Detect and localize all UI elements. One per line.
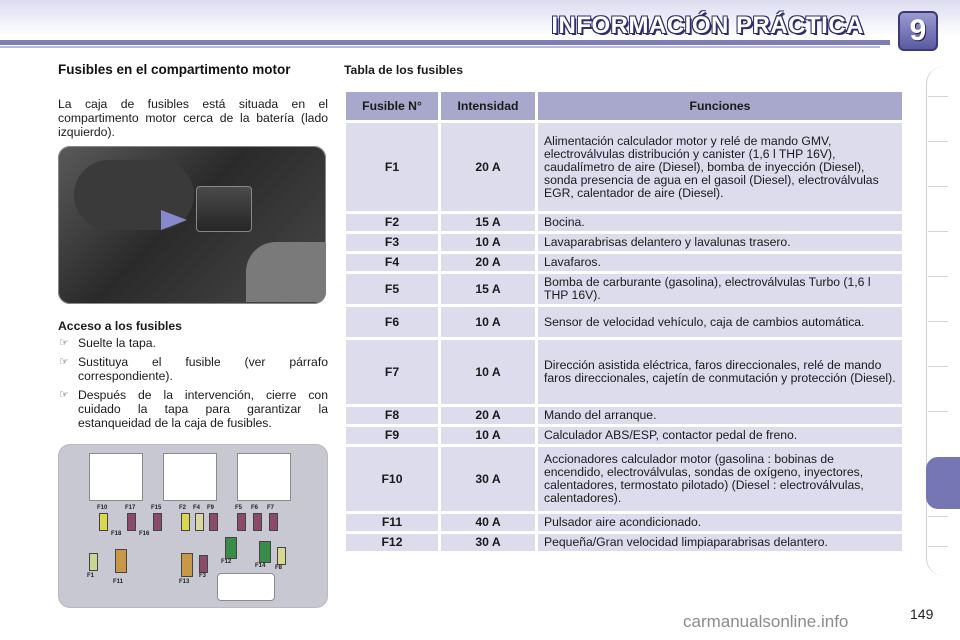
- table-row: [346, 427, 902, 444]
- fuse-function: Pulsador aire acondicionado.: [538, 514, 902, 531]
- column-header: Fusible N°: [346, 92, 438, 120]
- fuse-amperage: 10 A: [441, 427, 535, 444]
- fuse-amperage: 20 A: [441, 407, 535, 424]
- fuse-amperage: 30 A: [441, 534, 535, 551]
- fuse-function: Sensor de velocidad vehículo, caja de cambios automática.: [538, 307, 902, 337]
- fuse-amperage: 15 A: [441, 274, 535, 304]
- table-row: [346, 534, 902, 551]
- fuse-function: Mando del arranque.: [538, 407, 902, 424]
- table-row: [346, 214, 902, 231]
- table-row: [346, 234, 902, 251]
- fuse-label: F2: [179, 505, 187, 511]
- fuse-label: F17: [125, 505, 136, 511]
- header-band-thin: [0, 46, 880, 48]
- access-heading: Acceso a los fusibles: [58, 319, 182, 333]
- column-header: Funciones: [538, 92, 902, 120]
- fuse-slot: [209, 513, 218, 531]
- chapter-tab[interactable]: [928, 96, 948, 97]
- chapter-tab[interactable]: [928, 366, 948, 367]
- steps-list: [58, 336, 328, 435]
- fuse-slot: [115, 549, 127, 573]
- fuse-box-cover: [196, 186, 252, 232]
- fuse-slot: [269, 513, 278, 531]
- fuse-amperage: 15 A: [441, 214, 535, 231]
- section-title: Fusibles en el compartimento motor: [58, 62, 291, 77]
- fuse-amperage: 30 A: [441, 447, 535, 511]
- table-row: [346, 123, 902, 211]
- fuse-label: F12: [221, 559, 232, 565]
- step-text: Sustituya el fusible (ver párrafo correspondiente).: [78, 355, 328, 383]
- table-row: [346, 274, 902, 304]
- chapter-tab[interactable]: [928, 411, 948, 412]
- fuse-function: Calculador ABS/ESP, contactor pedal de freno.: [538, 427, 902, 444]
- relay-cover: [163, 453, 217, 501]
- table-row: [346, 340, 902, 404]
- fuse-function: Bomba de carburante (gasolina), electroválvulas Turbo (1,6 l THP 16V).: [538, 274, 902, 304]
- fuse-table: [343, 89, 905, 554]
- fuse-label: F8: [275, 565, 283, 571]
- connector-box: [217, 573, 275, 601]
- fuse-id: F8: [346, 407, 438, 424]
- step-text: Suelte la tapa.: [78, 336, 156, 350]
- fuse-label: F6: [251, 505, 259, 511]
- step-text: Después de la intervención, cierre con cuidado la tapa para garantizar la estanqueidad de la caja de fusibles.: [78, 388, 328, 430]
- fuse-label: F3: [199, 573, 207, 579]
- fuse-id: F4: [346, 254, 438, 271]
- fuse-amperage: 40 A: [441, 514, 535, 531]
- table-row: [346, 407, 902, 424]
- engine-compartment-photo: [58, 146, 326, 304]
- list-item: [58, 388, 328, 430]
- table-header-row: [346, 92, 902, 120]
- table-caption: Tabla de los fusibles: [344, 63, 463, 77]
- list-item: [58, 336, 328, 350]
- fuse-id: F12: [346, 534, 438, 551]
- fuse-label: F16: [139, 531, 150, 537]
- fuse-id: F11: [346, 514, 438, 531]
- chapter-tab-active[interactable]: [926, 457, 960, 509]
- fuse-id: F7: [346, 340, 438, 404]
- fuse-amperage: 10 A: [441, 340, 535, 404]
- fuse-slot: [181, 553, 193, 577]
- fuse-id: F3: [346, 234, 438, 251]
- fuse-label: F5: [235, 505, 243, 511]
- fuse-amperage: 20 A: [441, 123, 535, 211]
- fuse-amperage: 10 A: [441, 234, 535, 251]
- pointing-hand-icon: ☞: [59, 337, 69, 349]
- table-row: [346, 447, 902, 511]
- fuse-label: F14: [255, 563, 266, 569]
- table-row: [346, 254, 902, 271]
- fuse-function: Lavafaros.: [538, 254, 902, 271]
- fuse-amperage: 20 A: [441, 254, 535, 271]
- fuse-slot: [253, 513, 262, 531]
- fuse-amperage: 10 A: [441, 307, 535, 337]
- fuse-function: Pequeña/Gran velocidad limpiaparabrisas delantero.: [538, 534, 902, 551]
- fuse-slot: [277, 547, 286, 565]
- chapter-tab[interactable]: [928, 186, 948, 187]
- header-band: [0, 40, 890, 45]
- chapter-tab[interactable]: [928, 321, 948, 322]
- page-header: [0, 0, 960, 52]
- fuse-label: F10: [97, 505, 108, 511]
- pointing-hand-icon: ☞: [59, 356, 69, 368]
- fuse-label: F18: [111, 531, 122, 537]
- fuse-id: F2: [346, 214, 438, 231]
- fuse-label: F1: [87, 573, 95, 579]
- fuse-slot: [259, 541, 271, 563]
- page-number: 149: [910, 606, 934, 622]
- chapter-number-badge: 9: [898, 11, 938, 51]
- fuse-id: F1: [346, 123, 438, 211]
- watermark: carmanualsonline.info: [683, 612, 849, 631]
- fuse-slot: [199, 555, 208, 573]
- fuse-label: F4: [193, 505, 201, 511]
- fuse-label: F7: [267, 505, 275, 511]
- relay-cover: [237, 453, 291, 501]
- fuse-label: F9: [207, 505, 215, 511]
- relay-cover: [89, 453, 143, 501]
- arrow-pointer-icon: [161, 210, 187, 230]
- table-row: [346, 514, 902, 531]
- fuse-function: Bocina.: [538, 214, 902, 231]
- chapter-title: INFORMACIÓN PRÁCTICA: [551, 12, 864, 39]
- fuse-slot: [99, 513, 108, 531]
- table-row: [346, 307, 902, 337]
- column-header: Intensidad: [441, 92, 535, 120]
- fuse-id: F5: [346, 274, 438, 304]
- intro-paragraph: La caja de fusibles está situada en el compartimento motor cerca de la batería (lado izquierdo).: [58, 97, 328, 139]
- fuse-function: Lavaparabrisas delantero y lavalunas trasero.: [538, 234, 902, 251]
- chapter-tab[interactable]: [928, 141, 948, 142]
- fuse-function: Alimentación calculador motor y relé de mando GMV, electroválvulas distribución y canister (1,6 l THP 16V), caudalímetro de aire (Diesel), bomba de inyección (Diesel), sonda presencia de agua en el gasoil (Diesel), electroválvulas EGR, calentador de aire (Diesel).: [538, 123, 902, 211]
- fuse-label: F13: [179, 579, 190, 585]
- pointing-hand-icon: ☞: [59, 389, 69, 401]
- fuse-function: Dirección asistida eléctrica, faros direccionales, relé de mando faros direccionales, cajetín de conmutación y protección (Diesel).: [538, 340, 902, 404]
- chapter-tab[interactable]: [928, 546, 948, 547]
- fuse-label: F11: [113, 579, 124, 585]
- fuse-id: F6: [346, 307, 438, 337]
- fuse-slot: [237, 513, 246, 531]
- chapter-tab[interactable]: [928, 231, 948, 232]
- fuse-slot: [181, 513, 190, 531]
- fuse-slot: [195, 513, 204, 531]
- fuse-slot: [127, 513, 136, 531]
- fuse-slot: [225, 537, 237, 559]
- fuse-slot: [153, 513, 162, 531]
- fuse-function: Accionadores calculador motor (gasolina : bobinas de encendido, electroválvulas, sondas de oxígeno, inyectores, calentadores, termostato pilotado) (Diesel : electroválvulas, calentadores).: [538, 447, 902, 511]
- chapter-tab[interactable]: [928, 516, 948, 517]
- battery-area: [246, 242, 326, 302]
- list-item: [58, 355, 328, 383]
- chapter-tab[interactable]: [928, 276, 948, 277]
- fuse-id: F10: [346, 447, 438, 511]
- fuse-label: F15: [151, 505, 162, 511]
- fuse-slot: [89, 553, 98, 571]
- fuse-box-diagram: [58, 444, 328, 608]
- fuse-id: F9: [346, 427, 438, 444]
